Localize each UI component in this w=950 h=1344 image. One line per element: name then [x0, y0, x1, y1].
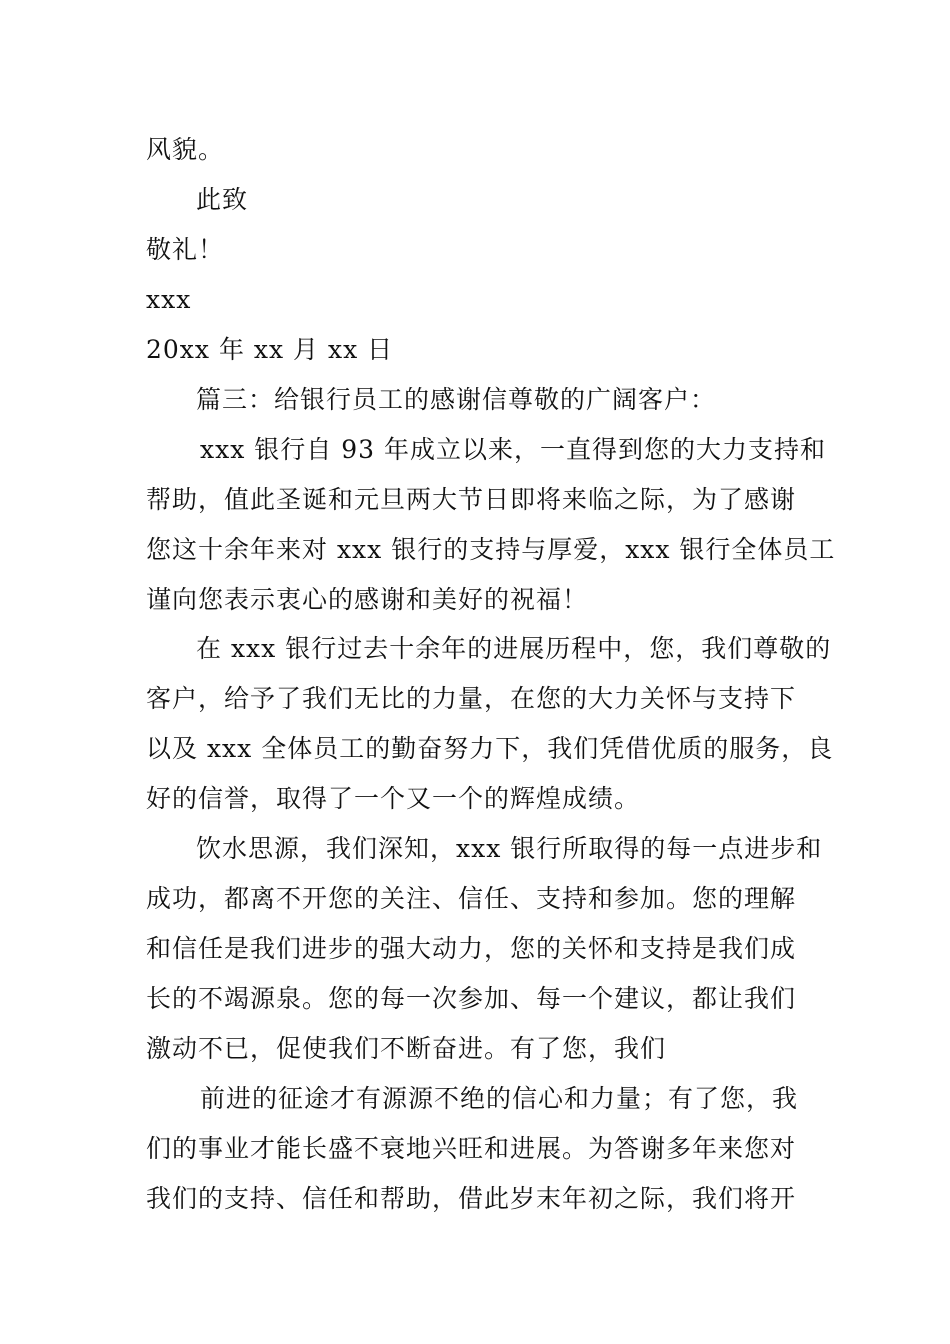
paragraph-line: 在 xxx 银行过去十余年的进展历程中，您，我们尊敬的: [196, 634, 832, 663]
paragraph-line: 激动不已，促使我们不断奋进。有了您，我们: [146, 1034, 667, 1063]
paragraph-line: 们的事业才能长盛不衰地兴旺和进展。为答谢多年来您对: [146, 1134, 797, 1163]
signature-name: xxx: [146, 285, 192, 314]
paragraph-line: 前进的征途才有源源不绝的信心和力量；有了您，我: [200, 1084, 799, 1113]
paragraph-line: 帮助，值此圣诞和元旦两大节日即将来临之际，为了感谢: [146, 485, 797, 514]
paragraph-line: 您这十余年来对 xxx 银行的支持与厚爱，xxx 银行全体员工: [146, 535, 836, 564]
paragraph-line: 好的信誉，取得了一个又一个的辉煌成绩。: [146, 784, 641, 813]
paragraph-line: 长的不竭源泉。您的每一次参加、每一个建议，都让我们: [146, 984, 797, 1013]
text-line: 风貌。: [146, 135, 225, 164]
section-heading: 篇三：给银行员工的感谢信尊敬的广阔客户：: [196, 385, 717, 414]
paragraph-line: 成功，都离不开您的关注、信任、支持和参加。您的理解: [146, 884, 797, 913]
paragraph-line: 谨向您表示衷心的感谢和美好的祝福！: [146, 585, 589, 614]
paragraph-line: xxx 银行自 93 年成立以来，一直得到您的大力支持和: [200, 435, 826, 464]
closing-greeting: 敬礼！: [146, 235, 225, 264]
closing-salutation: 此致: [196, 185, 249, 214]
paragraph-line: 我们的支持、信任和帮助，借此岁末年初之际，我们将开: [146, 1184, 797, 1213]
paragraph-line: 饮水思源，我们深知，xxx 银行所取得的每一点进步和: [196, 834, 823, 863]
paragraph-line: 和信任是我们进步的强大动力，您的关怀和支持是我们成: [146, 934, 797, 963]
signature-date: 20xx 年 xx 月 xx 日: [146, 335, 394, 364]
paragraph-line: 客户，给予了我们无比的力量，在您的大力关怀与支持下: [146, 684, 797, 713]
paragraph-line: 以及 xxx 全体员工的勤奋努力下，我们凭借优质的服务，良: [146, 734, 834, 763]
